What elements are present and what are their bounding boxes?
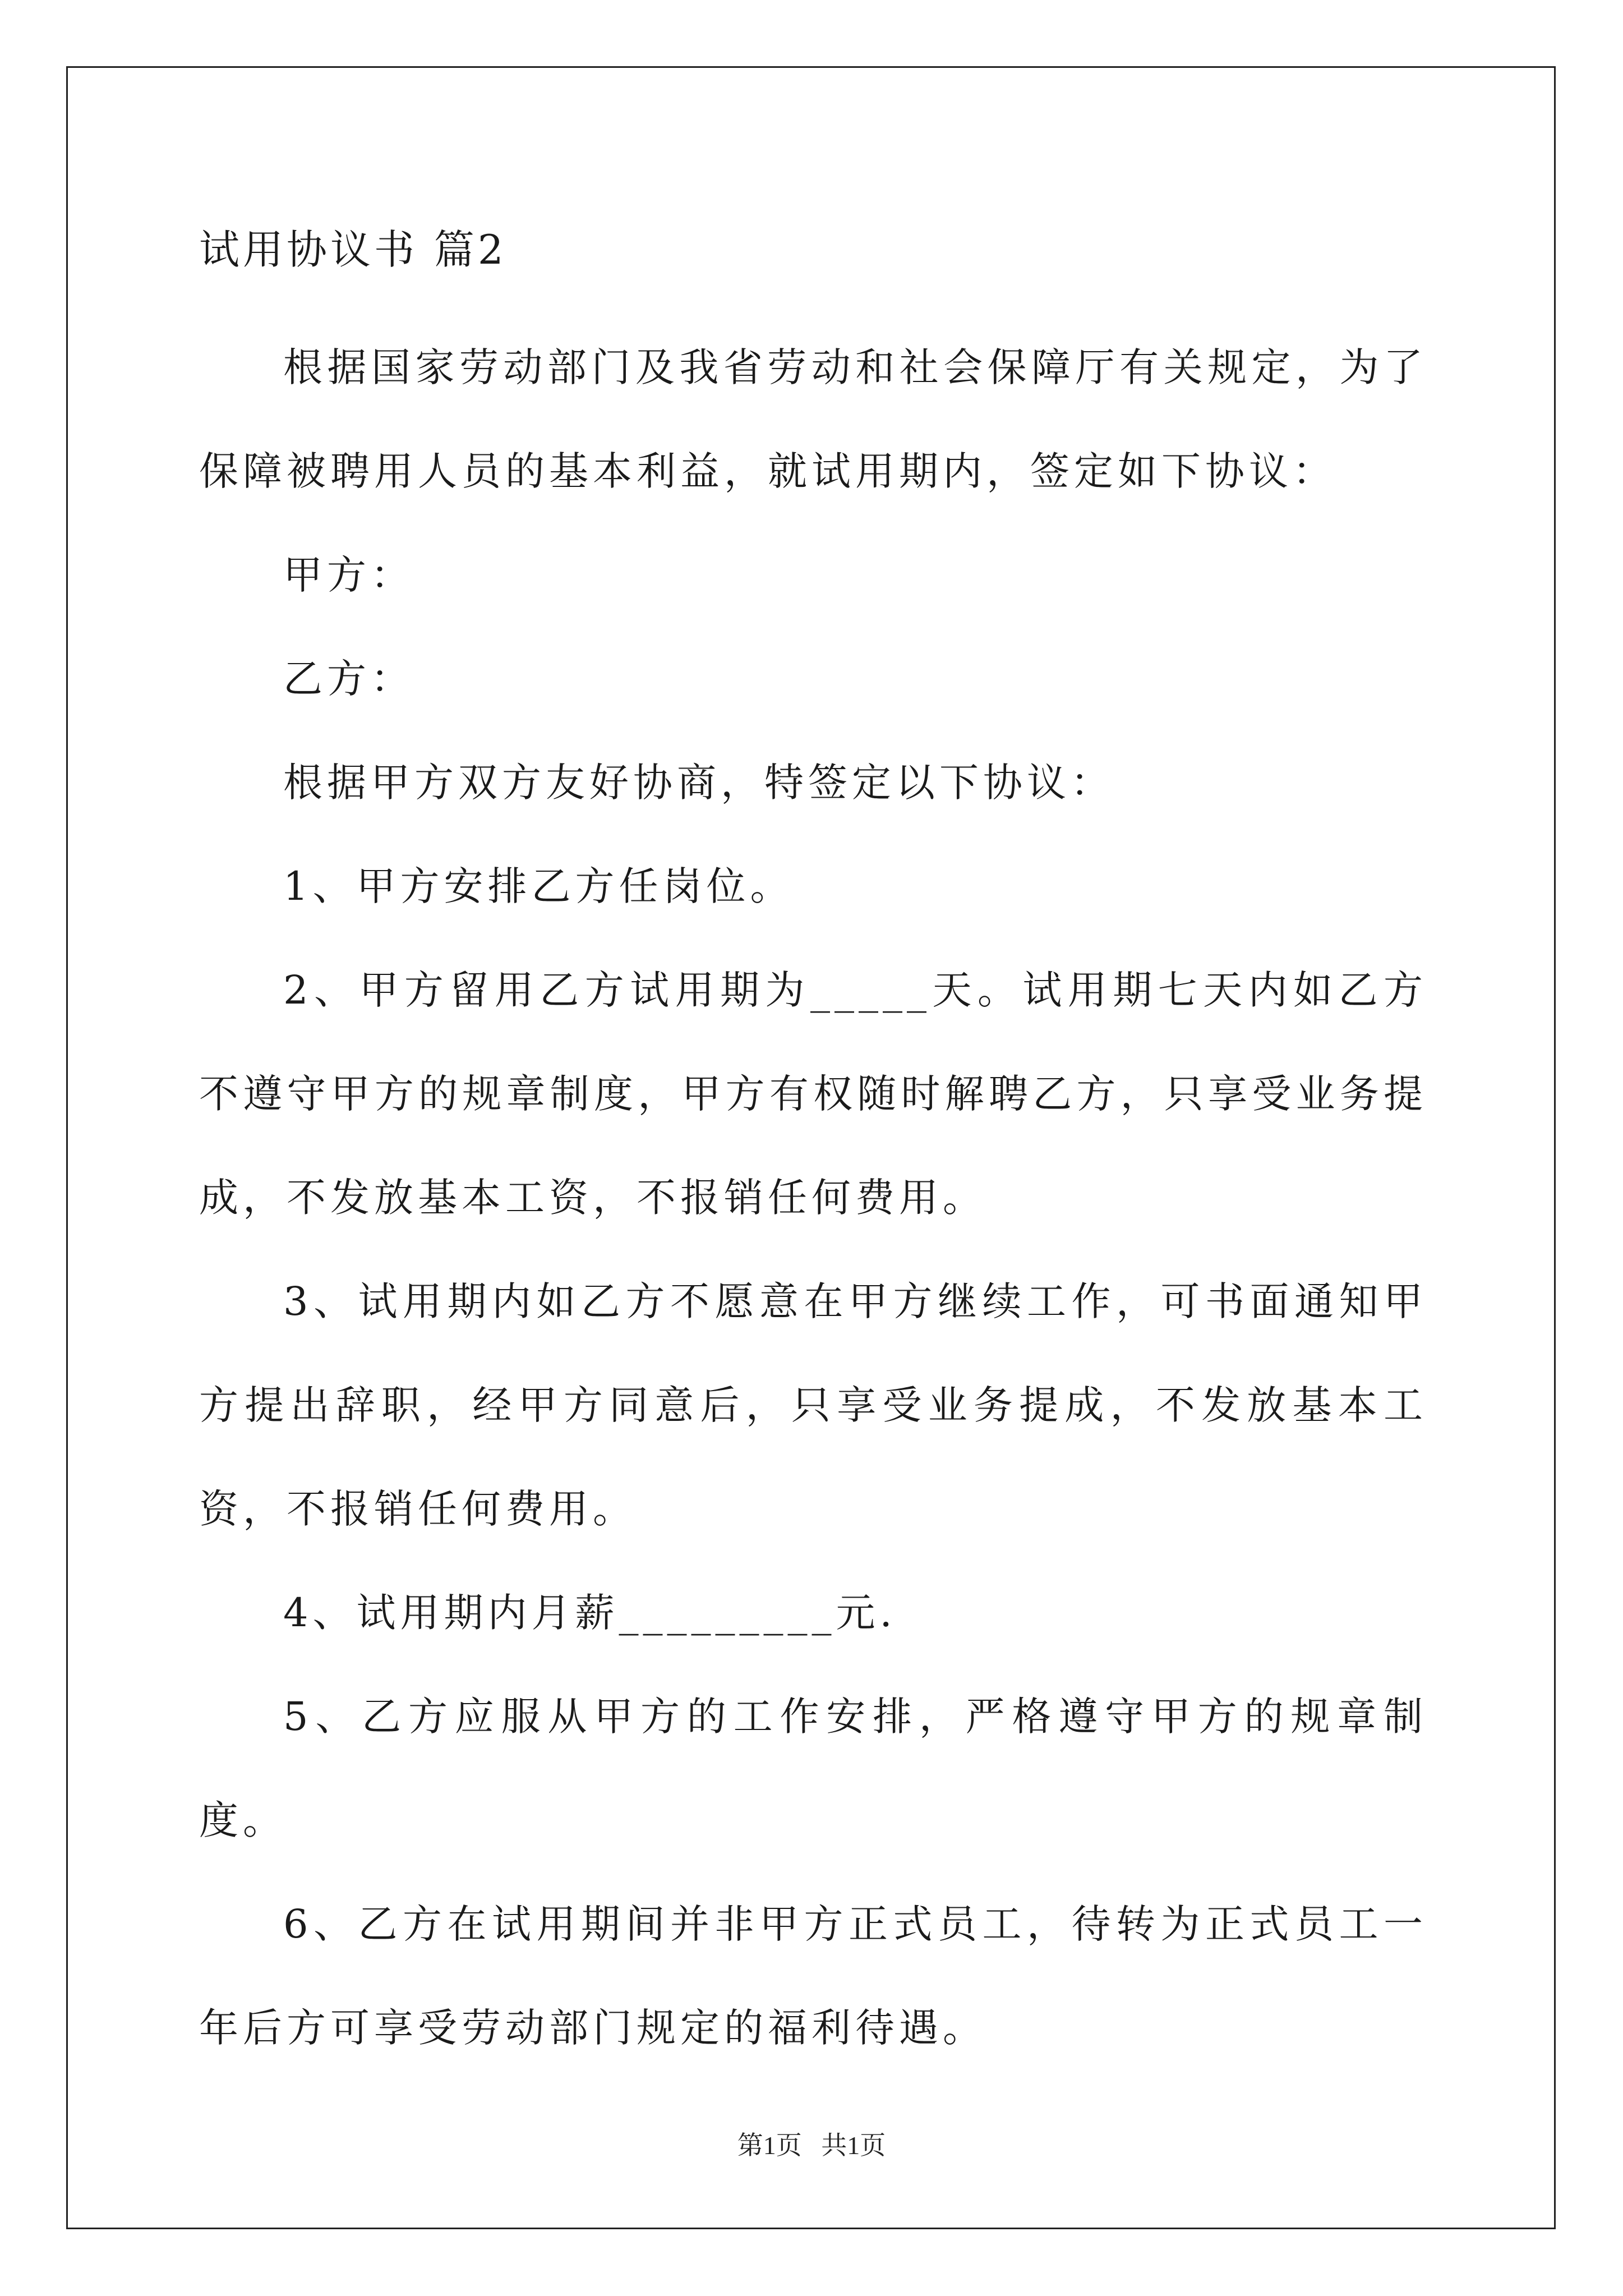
paragraph-clause-4: 4、试用期内月薪_________元. <box>283 1590 897 1636</box>
document-title: 试用协议书 篇2 <box>199 226 507 273</box>
paragraph-clause-1: 1、甲方安排乙方任岗位。 <box>283 863 794 909</box>
document-body <box>199 216 1427 2080</box>
paragraph-clause-5: 5、乙方应服从甲方的工作安排，严格遵守甲方的规章制度。 <box>199 1694 1427 1843</box>
paragraph-party-a: 甲方： <box>283 552 414 598</box>
paragraph-intro: 根据甲方双方友好协商，特签定以下协议： <box>283 760 1114 806</box>
paragraph-preamble: 根据国家劳动部门及我省劳动和社会保障厅有关规定，为了保障被聘用人员的基本利益，就试用期内，签定如下协议： <box>199 344 1427 494</box>
paragraph-clause-3: 3、试用期内如乙方不愿意在甲方继续工作，可书面通知甲方提出辞职，经甲方同意后，只享受业务提成，不发放基本工资，不报销任何费用。 <box>199 1278 1427 1532</box>
paragraph-clause-2: 2、甲方留用乙方试用期为_____天。试用期七天内如乙方不遵守甲方的规章制度，甲方有权随时解聘乙方，只享受业务提成，不发放基本工资，不报销任何费用。 <box>199 967 1427 1221</box>
page-footer: 第1页 共1页 <box>737 2131 886 2160</box>
paragraph-party-b: 乙方： <box>283 656 414 702</box>
paragraph-clause-6: 6、乙方在试用期间并非甲方正式员工，待转为正式员工一年后方可享受劳动部门规定的福利待遇。 <box>199 1901 1427 2051</box>
